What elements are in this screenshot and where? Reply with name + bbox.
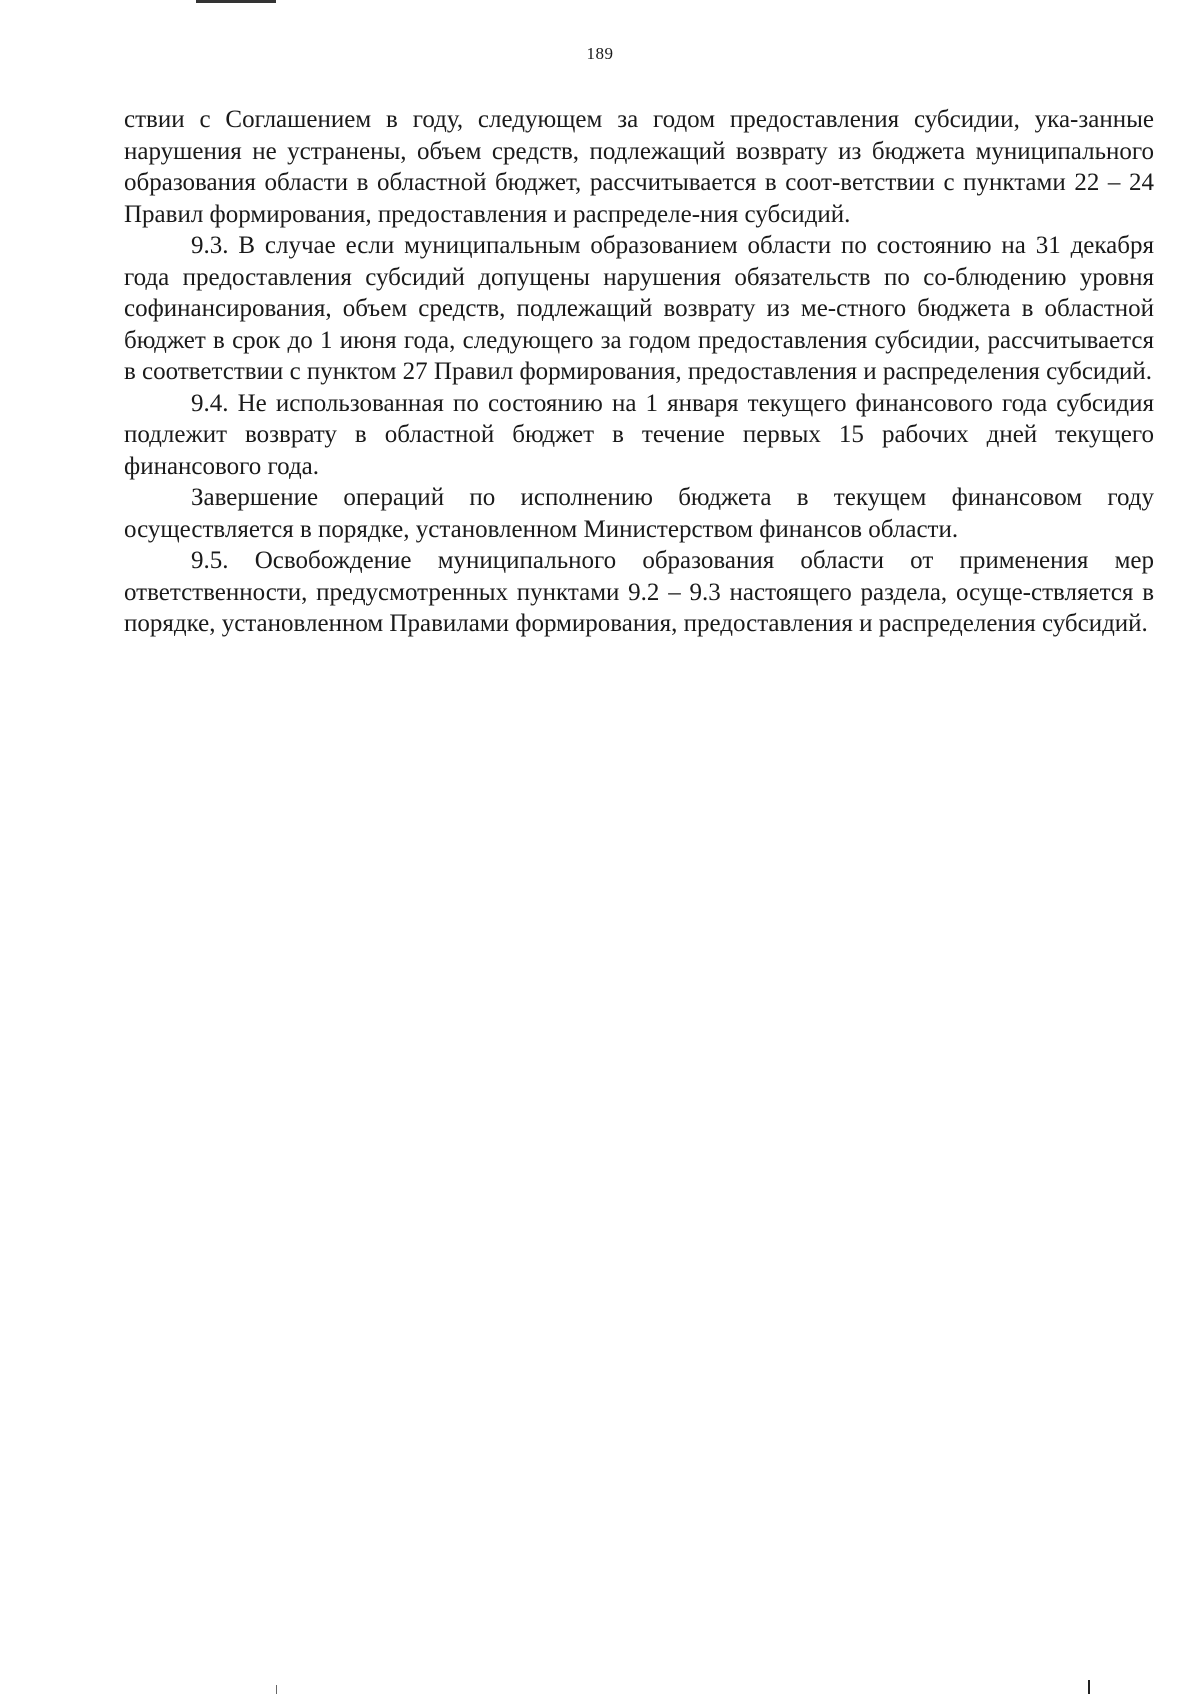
paragraph-9-3: 9.3. В случае если муниципальным образованием области по состоянию на 31 декабря года предоставления субсидий допущены нарушения обязательств по со-блюдению уровня софинансирования, объем средств, подлежащий возврату из ме-стного бюджета в областной бюджет в срок до 1 июня года, следующего за годом предоставления субсидии, рассчитывается в соответствии с пунктом 27 Правил формирования, предоставления и распределения субсидий. xyxy=(124,232,1154,385)
page-number: 189 xyxy=(586,44,614,63)
paragraph-9-4: 9.4. Не использованная по состоянию на 1 января текущего финансового года субсидия подлежит возврату в областной бюджет в течение первых 15 рабочих дней текущего финансового года. xyxy=(124,389,1154,480)
paragraph-9-5: 9.5. Освобождение муниципального образования области от применения мер ответственности, предусмотренных пунктами 9.2 – 9.3 настоящего раздела, осуще-ствляется в порядке, установленном Правилами формирования, предоставления и распределения субсидий. xyxy=(124,547,1154,637)
scan-artifact-top xyxy=(196,0,276,3)
document-body xyxy=(124,104,1154,640)
paragraph-budget-completion: Завершение операций по исполнению бюджета в текущем финансовом году осуществляется в порядке, установленном Министерством финансов области. xyxy=(124,484,1154,543)
paragraph-continuation: ствии с Соглашением в году, следующем за годом предоставления субсидии, ука-занные нарушения не устранены, объем средств, подлежащий возврату из бюджета муниципального образования области в областной бюджет, рассчитывается в соот-ветствии с пунктами 22 – 24 Правил формирования, предоставления и распределе-ния субсидий. xyxy=(124,106,1154,228)
scan-artifact-bottom-right xyxy=(1088,1680,1090,1694)
scan-artifact-bottom-left xyxy=(276,1685,277,1694)
